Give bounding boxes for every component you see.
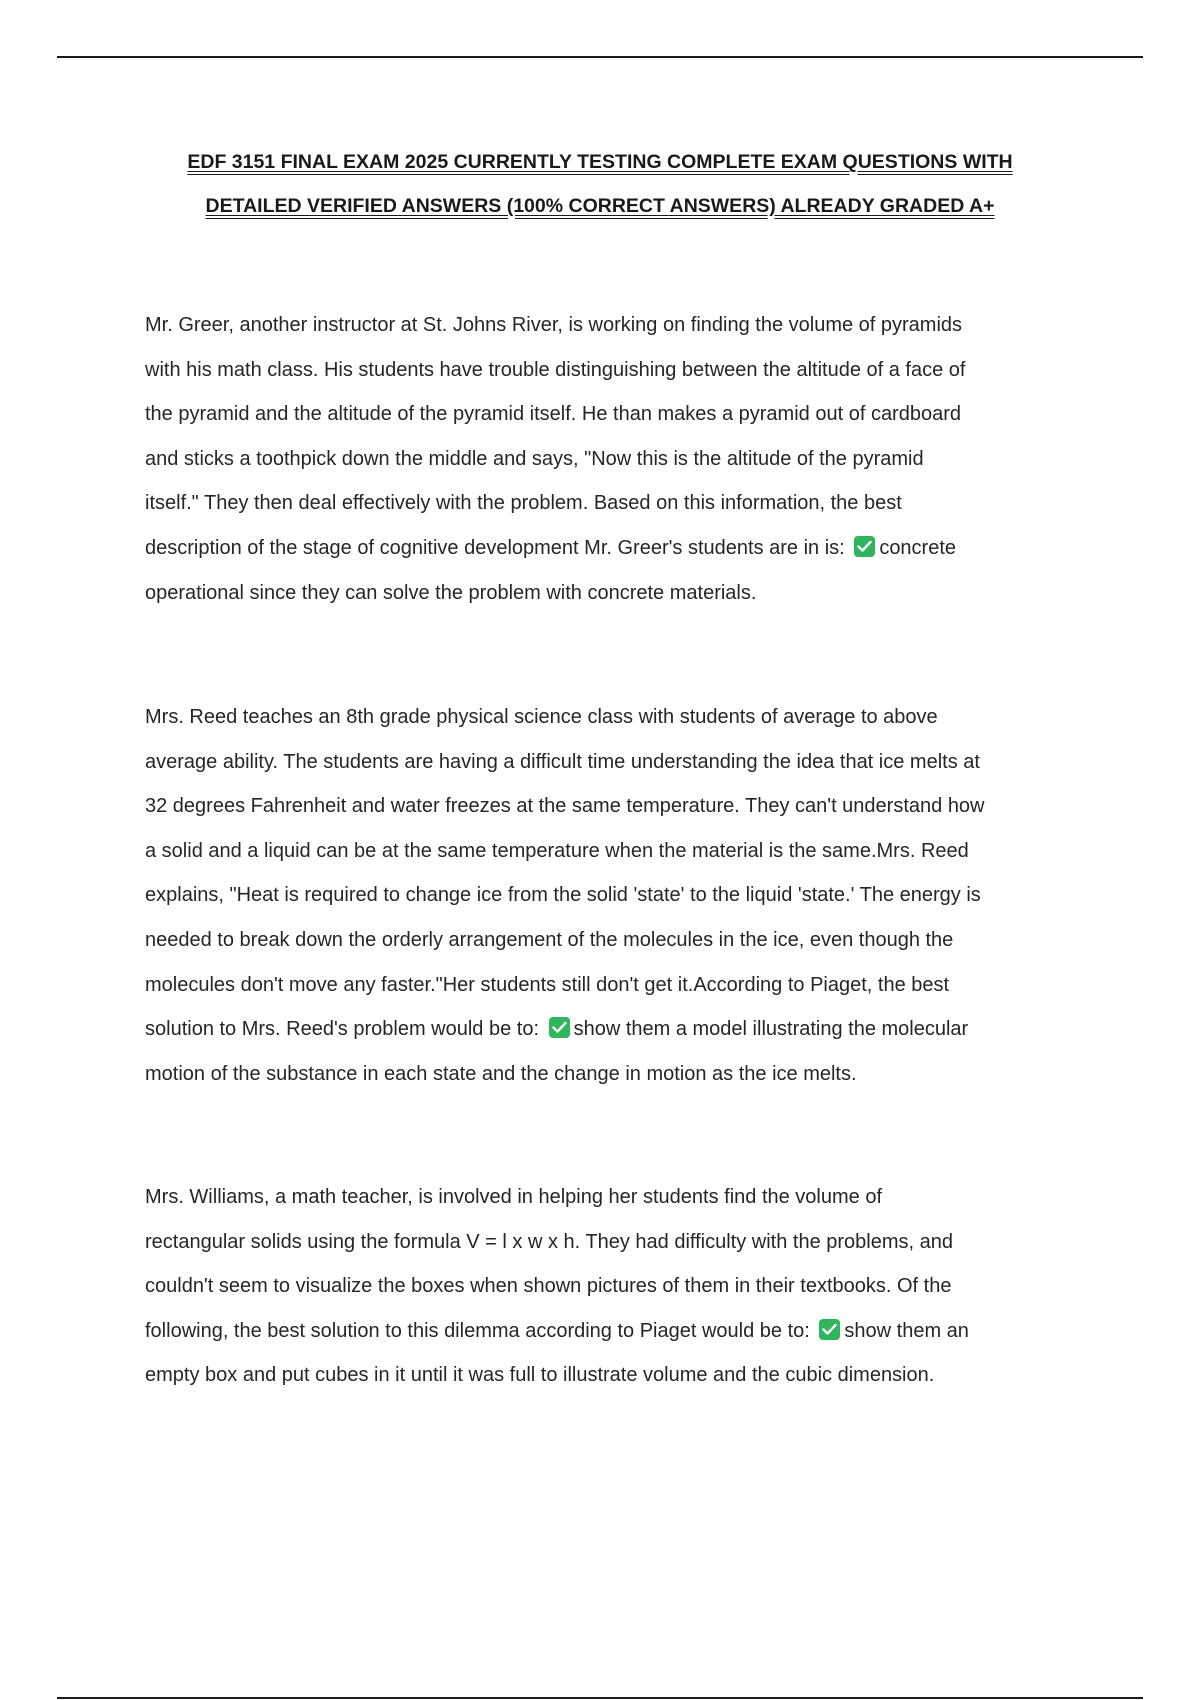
question-block — [145, 1175, 1085, 1398]
question-text-line: needed to break down the orderly arrangement of the molecules in the ice, even though the — [145, 928, 954, 951]
check-mark-icon — [819, 1319, 840, 1340]
question-text-line: Mr. Greer, another instructor at St. Johns River, is working on finding the volume of pyramids — [145, 314, 963, 336]
check-mark-icon — [854, 536, 875, 557]
question-text-line: molecules don't move any faster."Her students still don't get it.According to Piaget, the best — [145, 973, 950, 996]
question-text-line: 32 degrees Fahrenheit and water freezes at the same temperature. They can't understand how — [145, 795, 985, 818]
answer-text: motion of the substance in each state and the change in motion as the ice melts. — [145, 1062, 857, 1085]
check-mark-icon — [549, 1017, 570, 1038]
title-line: DETAILED VERIFIED ANSWERS (100% CORRECT ANSWERS) ALREADY GRADED A+ — [205, 195, 995, 217]
answer-line — [145, 526, 1085, 571]
question-text-line: the pyramid and the altitude of the pyramid itself. He than makes a pyramid out of cardboard — [145, 403, 961, 426]
question-text-line: Mrs. Williams, a math teacher, is involved in helping her students find the volume of — [145, 1186, 883, 1208]
answer-text: show them a model illustrating the molecular — [573, 1018, 969, 1041]
question-text-line: average ability. The students are having a difficult time understanding the idea that ice melts at — [145, 750, 980, 773]
answer-text: operational since they can solve the problem with concrete materials. — [145, 581, 757, 604]
question-text-line: description of the stage of cognitive development Mr. Greer's students are in is: — [145, 536, 845, 559]
question-text-line: with his math class. His students have trouble distinguishing between the altitude of a face of — [145, 358, 966, 381]
answer-text: concrete — [879, 536, 957, 559]
question-text-line: solution to Mrs. Reed's problem would be to: — [145, 1018, 540, 1041]
bottom-rule — [57, 1697, 1143, 1699]
answer-line — [145, 1309, 1085, 1354]
answer-line — [145, 1007, 1085, 1052]
question-text-line: a solid and a liquid can be at the same temperature when the material is the same.Mrs. Reed — [145, 839, 969, 862]
answer-text: empty box and put cubes in it until it was full to illustrate volume and the cubic dimension. — [145, 1364, 935, 1387]
question-text-line: couldn't seem to visualize the boxes when shown pictures of them in their textbooks. Of the — [145, 1275, 952, 1298]
answer-text: show them an — [844, 1319, 969, 1342]
question-text-line: and sticks a toothpick down the middle and says, "Now this is the altitude of the pyramid — [145, 447, 924, 470]
question-text-line: explains, "Heat is required to change ice from the solid 'state' to the liquid 'state.' The energy is — [145, 884, 981, 907]
title-line: EDF 3151 FINAL EXAM 2025 CURRENTLY TESTING COMPLETE EXAM QUESTIONS WITH — [187, 151, 1013, 173]
question-text-line: Mrs. Reed teaches an 8th grade physical science class with students of average to above — [145, 706, 938, 728]
question-text-line: itself." They then deal effectively with the problem. Based on this information, the best — [145, 492, 902, 515]
top-rule — [57, 56, 1143, 58]
question-text-line: rectangular solids using the formula V = l x w x h. They had difficulty with the problems, and — [145, 1230, 954, 1253]
document-title — [120, 140, 1080, 228]
question-block — [145, 695, 1085, 1096]
question-text-line: following, the best solution to this dilemma according to Piaget would be to: — [145, 1319, 810, 1342]
question-block — [145, 303, 1085, 615]
